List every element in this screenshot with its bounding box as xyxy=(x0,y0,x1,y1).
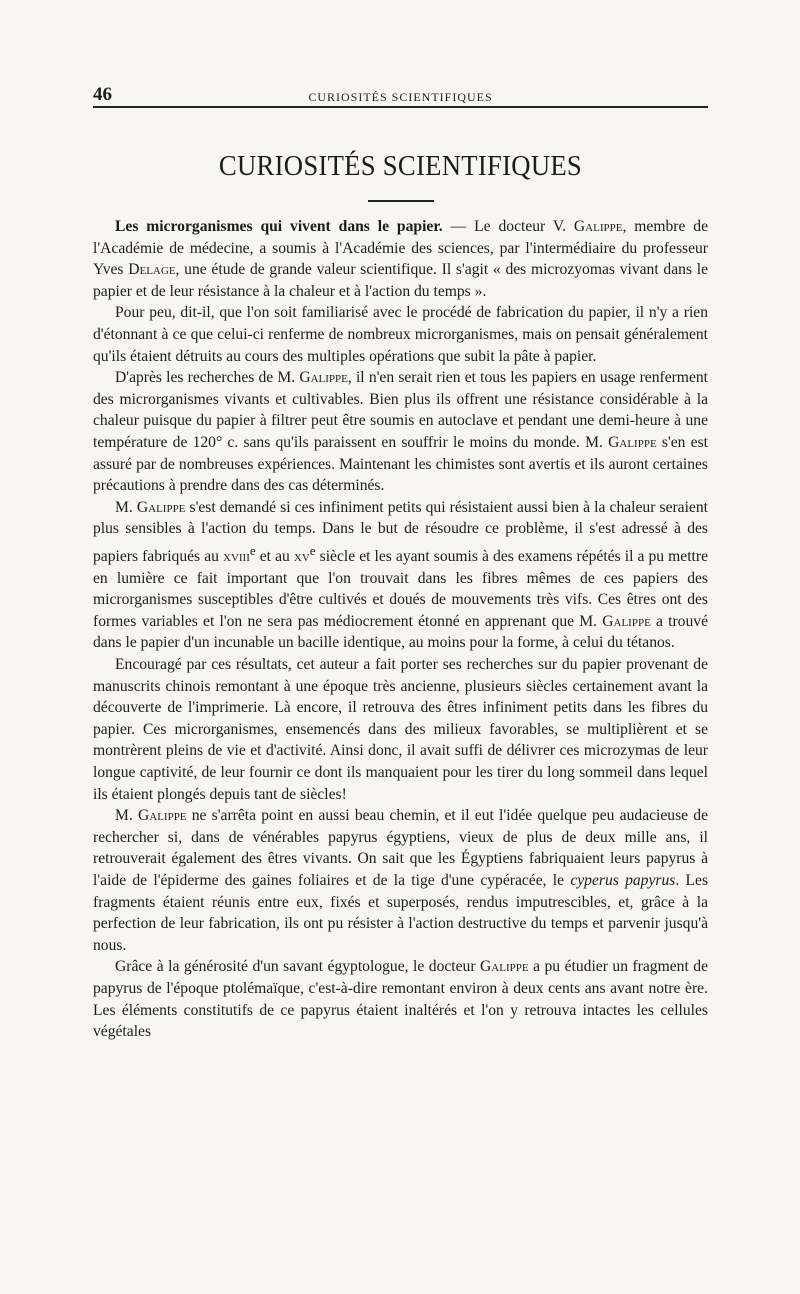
author-name: Galippe xyxy=(136,498,186,516)
paragraph-1 xyxy=(93,216,708,302)
text-run: s'est demandé si ces infiniment petits qui résistaient aussi bien à la chaleur seraient plus sensibles à l'action du temps. Dans le but de résoudre ce problème, il s'est adressé à des papiers fabriqués au xyxy=(93,498,708,566)
page-header xyxy=(93,78,708,108)
text-run: D'après les recherches de M. xyxy=(115,369,300,387)
text-run: a trouvé dans le papier d'un incunable un bacille identique, au moins pour la forme, à celui du tétanos. xyxy=(93,612,708,652)
text-run: a pu étudier un fragment de papyrus de l'époque ptolémaïque, c'est-à-dire remontant environ à deux cents ans avant notre ère. Les éléments constitutifs de ce papyrus étaient inaltérés et l'on y retrouva intactes les cellules végétales xyxy=(93,958,708,1041)
paragraph-3 xyxy=(93,367,708,497)
author-name: Galippe xyxy=(480,958,529,976)
paragraph-7 xyxy=(93,956,708,1042)
text-run: — Le docteur V. xyxy=(442,218,574,235)
species-name: cyperus papyrus xyxy=(570,872,676,889)
ordinal-suffix: e xyxy=(249,542,256,558)
title-rule xyxy=(368,200,434,202)
running-head: CURIOSITÉS SCIENTIFIQUES xyxy=(308,90,493,104)
text-run: M. xyxy=(115,807,138,825)
paragraph-5: Encouragé par ces résultats, cet auteur a fait porter ses recherches sur du papier provenant de manuscrits chinois remontant à une époque très ancienne, plusieurs siècles certainement avant la découverte de l'imprimerie. Là encore, il retrouva des êtres infiniment petits dans les fibres du papier. Ces microrganismes, ensemencés dans des milieux favorables, se multiplièrent et se montrèrent pleins de vie et d'activité. Ainsi donc, il avait suffi de délivrer ces microzymas de leur longue captivité, de leur fournir ce dont ils manquaient pour les tirer du long sommeil dans lequel ils étaient plongés depuis tant de siècles! xyxy=(93,656,708,803)
text-run: ne s'arrêta point en aussi beau chemin, et il eut l'idée quelque peu audacieuse de rechercher si, dans de vénérables papyrus égyptiens, vieux de plus de deux mille ans, il retrouverait également des êtres vivants. On sait que les Égyptiens fabriquaient leurs papyrus à l'aide de l'épiderme des gaines foliaires et de la tige d'une cypéracée, le xyxy=(93,807,708,889)
text-run: . Les fragments étaient réunis entre eux, fixés et superposés, rendus imputrescibles, et, grâce à la perfection de leur fabrication, ils ont pu résister à l'action destructive du temps et parvenir jusqu'à nous. xyxy=(93,872,709,954)
author-name: Galippe xyxy=(608,433,657,451)
author-name: Galippe xyxy=(299,369,348,387)
roman-numeral: xv xyxy=(293,548,310,566)
text-run: , une étude de grande valeur scientifique. Il s'agit « des microzyomas vivant dans le papier et de leur résistance à la chaleur et à l'action du temps ». xyxy=(93,261,709,300)
author-name: Galippe xyxy=(137,807,187,825)
author-name: Galippe xyxy=(602,612,651,630)
paragraph-6 xyxy=(93,805,708,956)
author-name: Delage xyxy=(128,261,176,279)
ordinal-suffix: e xyxy=(309,542,316,558)
text-run: M. xyxy=(115,498,137,516)
text-run: siècle et les ayant soumis à des examens répétés il a pu mettre en lumière ce fait important que l'on trouvait dans les fibres mêmes de ces papiers des microrganismes susceptibles d'être cultivés et doués de mouvements très vifs. Ces êtres ont des formes variables et l'on ne sera pas médiocrement étonné en apprenant que M. xyxy=(93,548,708,630)
text-run: , membre de l'Académie de médecine, a soumis à l'Académie des sciences, par l'intermédiaire du professeur Yves xyxy=(93,218,708,279)
roman-numeral: xviii xyxy=(223,548,250,566)
text-run: , il n'en serait rien et tous les papiers en usage renferment des microrganismes vivants et cultivables. Bien plus ils offrent une résistance considérable à la chaleur puisque du papier à filtrer peut être soumis en autoclave et pendant une demi-heure à une température de 120° c. sans qu'ils paraissent en souffrir le moins du monde. M. xyxy=(93,369,708,451)
paragraph-4 xyxy=(93,497,708,654)
page xyxy=(93,78,708,1043)
section-lead: Les microrganismes qui vivent dans le papier. xyxy=(115,218,443,235)
chapter-title: CURIOSITÉS SCIENTIFIQUES xyxy=(218,150,583,182)
text-run: Grâce à la générosité d'un savant égyptologue, le docteur xyxy=(115,958,481,976)
page-number: 46 xyxy=(93,84,112,105)
text-run: et au xyxy=(255,548,294,566)
text-run: s'en est assuré par de nombreuses expériences. Maintenant les chimistes sont avertis et ils auront certaines précautions à prendre dans des cas déterminés. xyxy=(93,433,709,495)
article-body xyxy=(93,216,708,1043)
author-name: Galippe xyxy=(573,218,623,235)
paragraph-2: Pour peu, dit-il, que l'on soit familiarisé avec le procédé de fabrication du papier, il n'y a rien d'étonnant à ce que celui-ci renferme de nombreux microrganismes, mais on pensait généralement qu'ils étaient détruits au cours des multiples opérations que subit la pâte à papier. xyxy=(93,304,708,365)
